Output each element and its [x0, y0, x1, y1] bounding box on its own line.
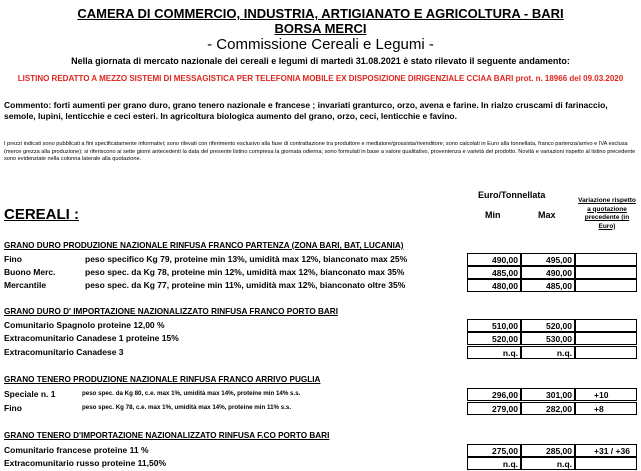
variation-value: +31 / +36: [575, 444, 637, 457]
row-description: peso spec. da Kg 78, proteine min 12%, umidità max 12%, bianconato max 35%: [85, 267, 405, 277]
min-price: n.q.: [467, 346, 521, 359]
row-label: Buono Merc.: [4, 267, 56, 277]
max-price: 495,00: [521, 253, 575, 266]
table-row: [0, 457, 641, 471]
max-price: 485,00: [521, 279, 575, 292]
row-label: Comunitario francese proteine 11 %: [4, 445, 149, 455]
table-row: [0, 279, 641, 293]
unit-header: Euro/Tonnellata: [478, 190, 546, 200]
document-subtitle: BORSA MERCI: [274, 21, 367, 36]
section-title: GRANO DURO PRODUZIONE NAZIONALE RINFUSA FRANCO PARTENZA (ZONA BARI, BAT, LUCANIA): [4, 241, 404, 250]
min-price: 275,00: [467, 444, 521, 457]
max-price: 301,00: [521, 388, 575, 401]
max-price: 282,00: [521, 402, 575, 415]
variation-value: [575, 266, 637, 279]
row-label: Comunitario Spagnolo proteine 12,00 %: [4, 320, 165, 330]
row-label: Fino: [4, 403, 22, 413]
max-price: 520,00: [521, 319, 575, 332]
max-header: Max: [538, 210, 556, 220]
section-title: GRANO TENERO D'IMPORTAZIONE NAZIONALIZZATO RINFUSA F.CO PORTO BARI: [4, 431, 330, 440]
row-label: Extracomunitario Canadese 1 proteine 15%: [4, 333, 179, 343]
section-title: GRANO DURO D' IMPORTAZIONE NAZIONALIZZATO RINFUSA FRANCO PORTO BARI: [4, 307, 338, 316]
table-row: [0, 402, 641, 416]
variation-value: +8: [575, 402, 637, 415]
min-price: n.q.: [467, 457, 521, 470]
row-description: peso spec. Kg 78, c.e. max 1%, umidità max 14%, proteine min 11% s.s.: [82, 404, 292, 411]
max-price: n.q.: [521, 346, 575, 359]
table-row: [0, 388, 641, 402]
max-price: 285,00: [521, 444, 575, 457]
row-label: Speciale n. 1: [4, 389, 56, 399]
min-price: 520,00: [467, 332, 521, 345]
row-description: peso specifico Kg 79, proteine min 13%, umidità max 12%, bianconato max 25%: [85, 254, 408, 264]
table-row: [0, 253, 641, 267]
variation-value: [575, 319, 637, 332]
price-note: I prezzi indicati sono pubblicati a fini specificatamente informativi; sono rilevati con riferimento esclusivo alla fase di contrattazione tra produttore e mediatore/grossista/rivenditore; sono calcolati in Euro alla tonnellata, franco partenza/arrivo e IVA esclusa (merce grezza alla produzione); si riferiscono ai sette giorni antecedenti la data del presente listino compresa la giornata odierna; sono formulati in base a valore qualitativo, provenienza e varietà del prodotto. Novità e variazioni rispetto al listino precedente sono evidenziate nella colonna laterale alla quotazione.: [4, 141, 636, 163]
intro-text: Nella giornata di mercato nazionale dei cereali e legumi di martedì 31.08.2021 è stato rilevato il seguente andamento:: [71, 56, 570, 66]
variation-value: [575, 332, 637, 345]
commission-name: - Commissione Cereali e Legumi -: [207, 36, 434, 53]
max-price: 530,00: [521, 332, 575, 345]
table-row: [0, 444, 641, 458]
variation-value: [575, 346, 637, 359]
variation-value: [575, 279, 637, 292]
table-row: [0, 346, 641, 360]
min-price: 490,00: [467, 253, 521, 266]
row-description: peso spec. da Kg 77, proteine min 11%, umidità max 12%, bianconato oltre 35%: [85, 280, 406, 290]
row-description: peso spec. da Kg 80, c.e. max 1%, umidità max 14%, proteine min 14% s.s.: [82, 390, 301, 397]
section-title: GRANO TENERO PRODUZIONE NAZIONALE RINFUSA FRANCO ARRIVO PUGLIA: [4, 375, 321, 384]
variation-value: +10: [575, 388, 637, 401]
max-price: n.q.: [521, 457, 575, 470]
section-heading-cereali: CEREALI :: [4, 206, 79, 223]
document-title: CAMERA DI COMMERCIO, INDUSTRIA, ARTIGIANATO E AGRICOLTURA - BARI: [77, 6, 564, 21]
min-price: 296,00: [467, 388, 521, 401]
table-row: [0, 319, 641, 333]
red-notice: LISTINO REDATTO A MEZZO SISTEMI DI MESSAGISTICA PER TELEFONIA MOBILE EX DISPOSIZIONE DIRIGENZIALE CCIAA BARI prot. n. 18966 del 09.03.2020: [17, 74, 624, 83]
table-row: [0, 332, 641, 346]
max-price: 490,00: [521, 266, 575, 279]
min-price: 480,00: [467, 279, 521, 292]
min-header: Min: [485, 210, 501, 220]
min-price: 510,00: [467, 319, 521, 332]
variation-value: [575, 457, 637, 470]
variation-value: [575, 253, 637, 266]
row-label: Extracomunitario russo proteine 11,50%: [4, 458, 167, 468]
min-price: 279,00: [467, 402, 521, 415]
variation-header: Variazione rispetto a quotazione precedente (in Euro): [578, 197, 636, 230]
market-comment: Commento: forti aumenti per grano duro, grano tenero nazionale e francese ; invariati granturco, orzo, avena e farine. In rialzo cruscami di farinaccio, semole, lupini, lenticchie e ceci esteri. In agricoltura biologica aumento del grano, orzo, ceci, lenticchie e favino.: [4, 100, 608, 121]
row-label: Extracomunitario Canadese 3: [4, 347, 124, 357]
row-label: Fino: [4, 254, 22, 264]
table-row: [0, 266, 641, 280]
row-label: Mercantile: [4, 280, 47, 290]
min-price: 485,00: [467, 266, 521, 279]
